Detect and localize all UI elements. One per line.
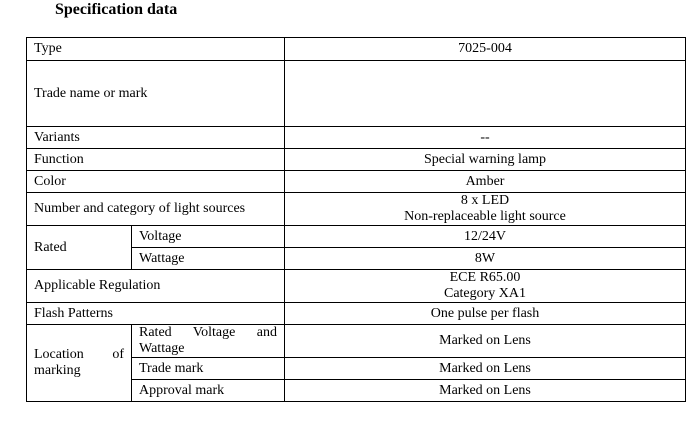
type-value: 7025-004 [285, 38, 686, 61]
regulation-label: Applicable Regulation [27, 270, 285, 303]
location-rated-label [132, 325, 285, 358]
table-row-color [27, 171, 686, 193]
light-sources-category: Non-replaceable light source [404, 209, 566, 224]
location-approval-mark-label: Approval mark [132, 380, 285, 402]
regulation-number: ECE R65.00 [449, 270, 521, 285]
specification-table [26, 37, 686, 402]
rated-label: Rated [27, 226, 132, 270]
table-row-rated-voltage [27, 226, 686, 248]
color-label: Color [27, 171, 285, 193]
color-value: Amber [285, 171, 686, 193]
voltage-value: 12/24V [285, 226, 686, 248]
regulation-value [285, 270, 686, 303]
light-sources-value [285, 193, 686, 226]
trade-name-value [285, 61, 686, 127]
flash-patterns-value: One pulse per flash [285, 303, 686, 325]
flash-patterns-label: Flash Patterns [27, 303, 285, 325]
location-trade-mark-value: Marked on Lens [285, 358, 686, 380]
table-row-trade-name [27, 61, 686, 127]
table-row-light-sources [27, 193, 686, 226]
location-label [27, 325, 132, 402]
trade-name-label: Trade name or mark [27, 61, 285, 127]
location-label-line1: Location of [34, 347, 124, 362]
location-rated-label-line2: Wattage [139, 341, 185, 356]
voltage-label: Voltage [132, 226, 285, 248]
page-title: Specification data [55, 1, 178, 18]
light-sources-label: Number and category of light sources [27, 193, 285, 226]
function-value: Special warning lamp [285, 149, 686, 171]
regulation-category: Category XA1 [443, 286, 527, 301]
table-row-type [27, 38, 686, 61]
location-rated-label-line1: Rated Voltage and [139, 325, 278, 340]
wattage-value: 8W [285, 248, 686, 270]
function-label: Function [27, 149, 285, 171]
wattage-label: Wattage [132, 248, 285, 270]
variants-value: -- [285, 127, 686, 149]
table-row-location-rated [27, 325, 686, 358]
location-rated-value: Marked on Lens [285, 325, 686, 358]
table-row-regulation [27, 270, 686, 303]
table-row-function [27, 149, 686, 171]
variants-label: Variants [27, 127, 285, 149]
light-sources-count: 8 x LED [460, 193, 510, 208]
type-label: Type [27, 38, 285, 61]
table-row-variants [27, 127, 686, 149]
location-approval-mark-value: Marked on Lens [285, 380, 686, 402]
location-trade-mark-label: Trade mark [132, 358, 285, 380]
location-label-line2: marking [34, 363, 81, 378]
table-row-flash-patterns [27, 303, 686, 325]
